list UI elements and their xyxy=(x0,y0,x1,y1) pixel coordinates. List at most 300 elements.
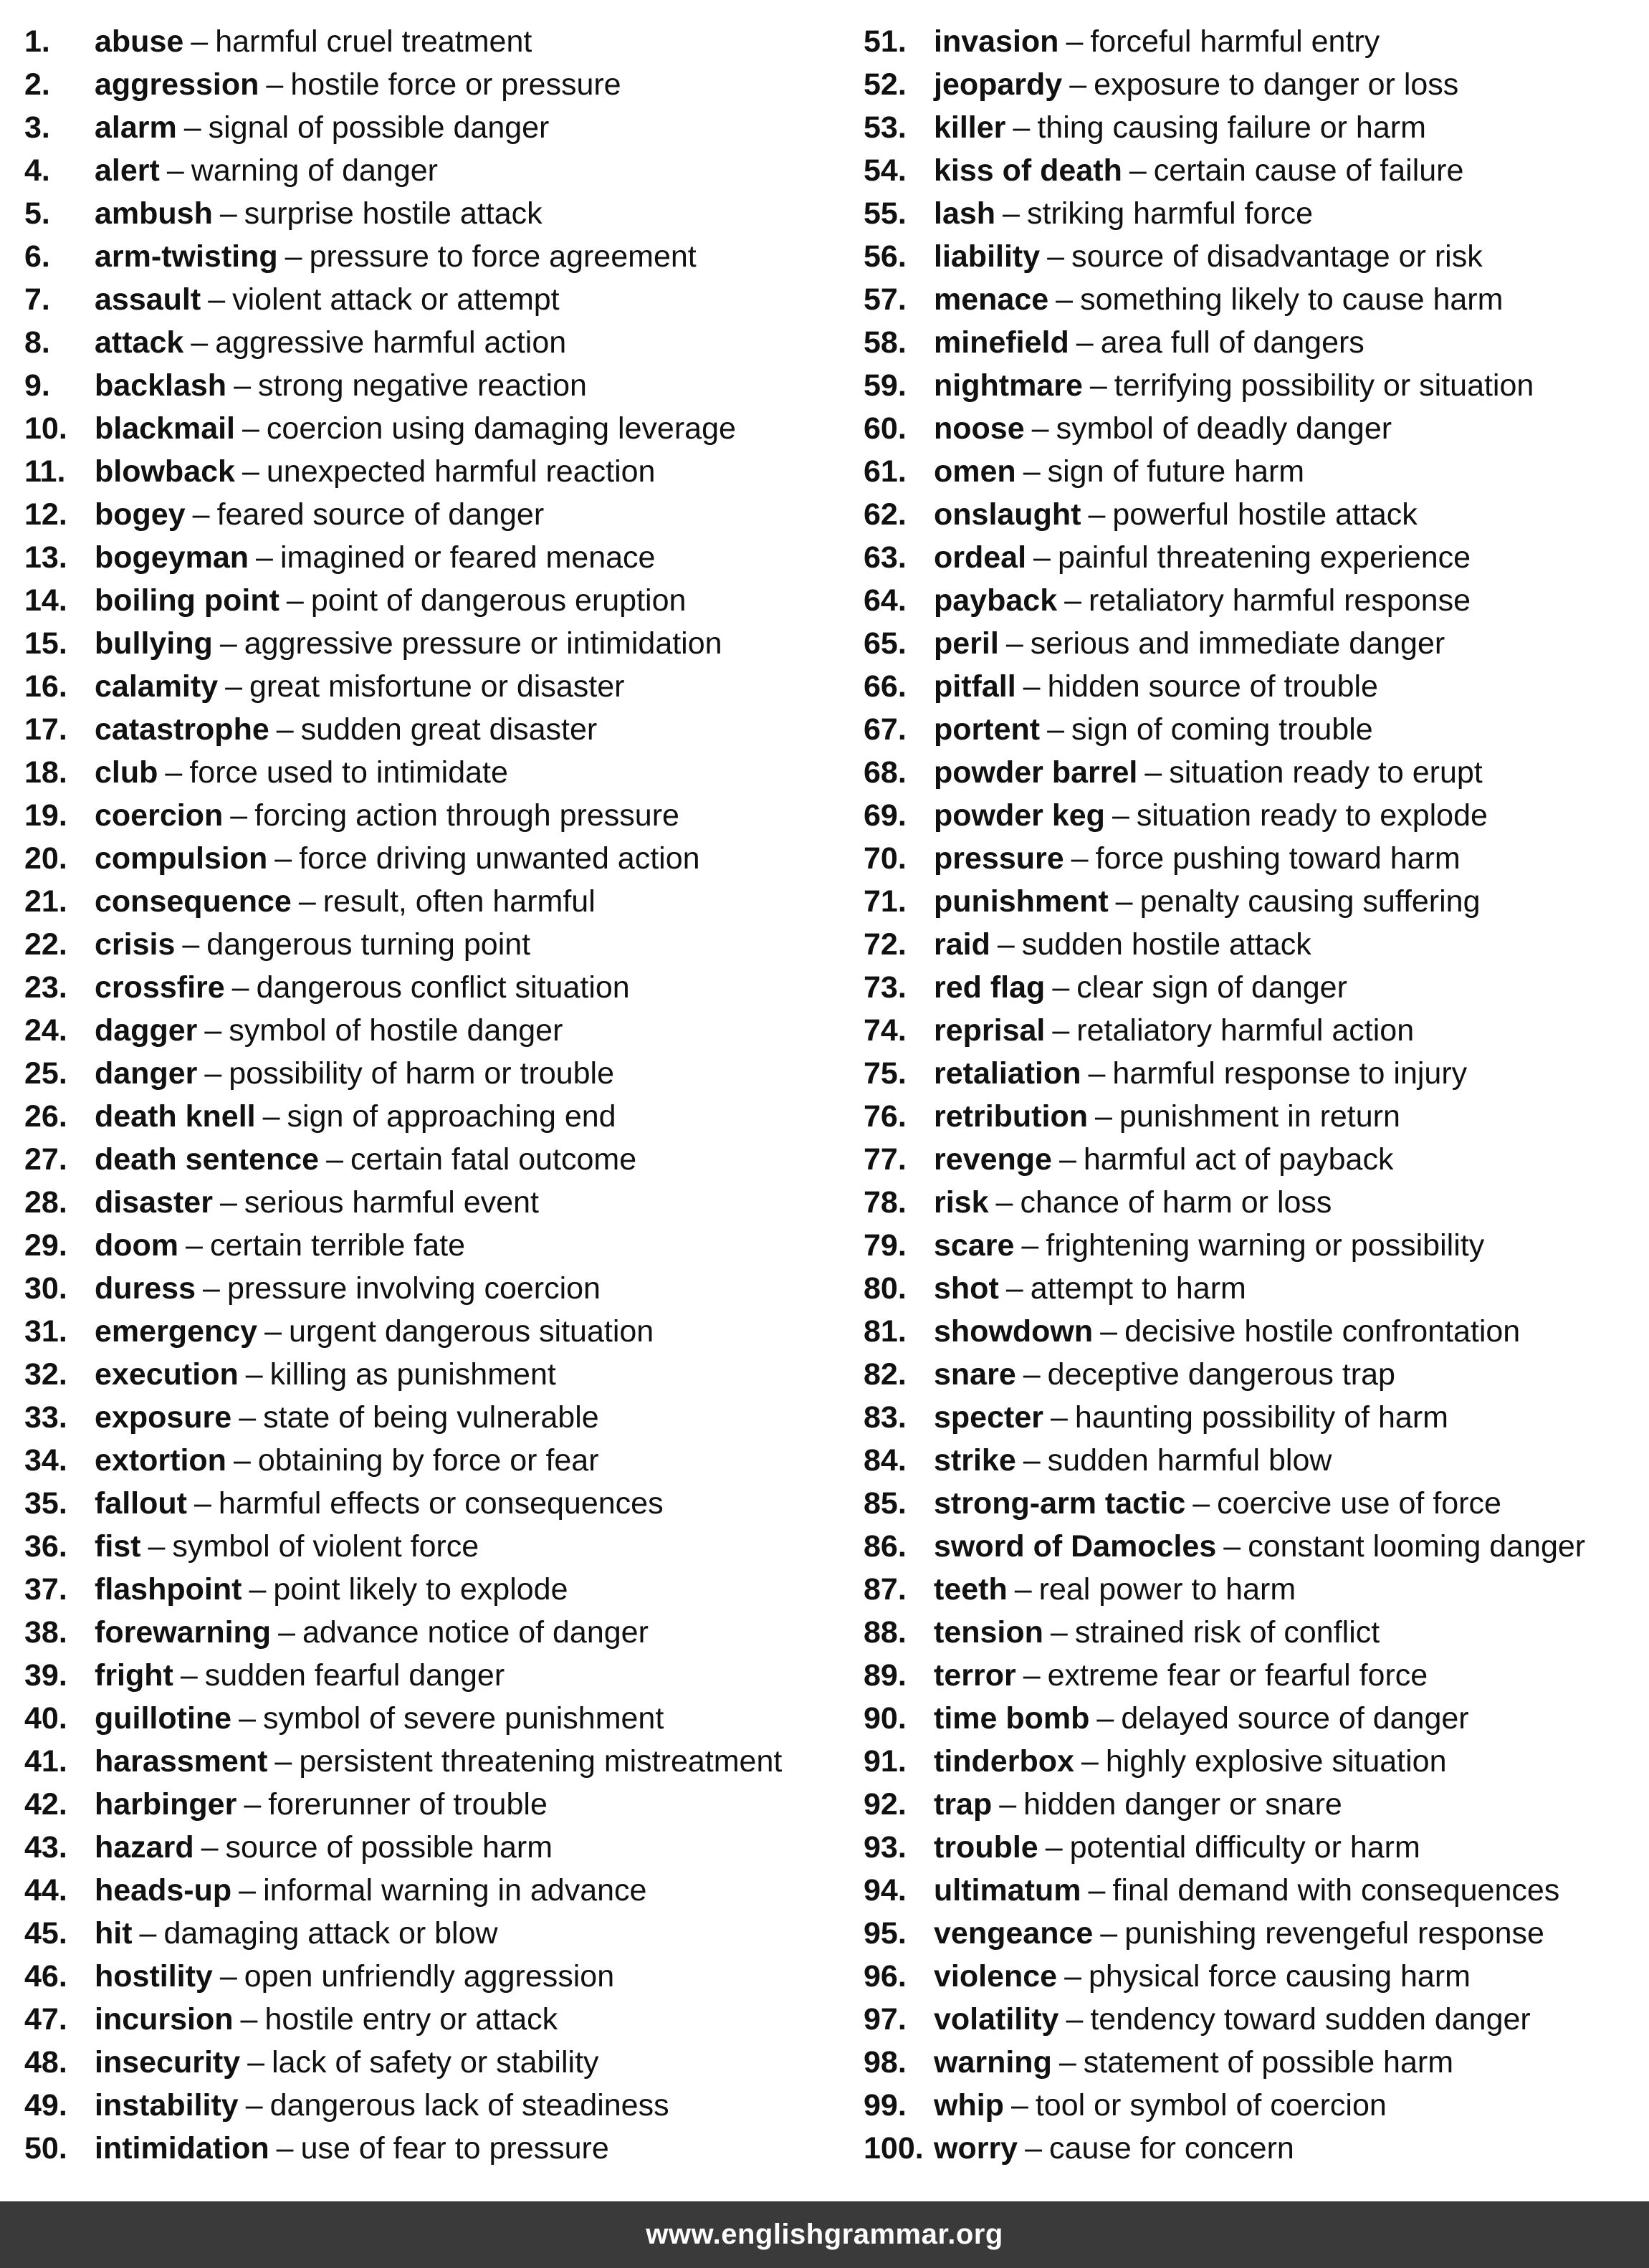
list-item xyxy=(864,321,1645,364)
item-entry xyxy=(934,1525,1585,1568)
item-definition: dangerous lack of steadiness xyxy=(269,2088,669,2123)
item-term: assault xyxy=(95,282,201,317)
item-term: liability xyxy=(934,239,1041,274)
item-entry xyxy=(934,493,1418,536)
item-term: blowback xyxy=(95,454,235,489)
list-item xyxy=(864,2084,1645,2127)
item-term: ordeal xyxy=(934,540,1027,575)
item-term: blackmail xyxy=(95,411,235,446)
item-separator: – xyxy=(1023,454,1041,489)
item-definition: pressure to force agreement xyxy=(309,239,697,274)
item-term: whip xyxy=(934,2088,1004,2123)
list-item xyxy=(864,1826,1645,1869)
item-definition: certain fatal outcome xyxy=(350,1142,637,1177)
list-item xyxy=(24,1095,834,1138)
list-item xyxy=(24,1310,834,1353)
item-number: 50. xyxy=(24,2131,67,2166)
list-item xyxy=(864,192,1645,235)
item-entry xyxy=(934,1482,1501,1525)
item-separator: – xyxy=(165,755,183,790)
item-number: 1. xyxy=(24,24,50,59)
item-separator: – xyxy=(1066,24,1084,59)
item-entry xyxy=(95,1998,558,2041)
item-separator: – xyxy=(249,1572,267,1607)
item-entry xyxy=(95,837,700,880)
item-entry xyxy=(95,20,532,63)
item-definition: point likely to explode xyxy=(273,1572,568,1607)
item-separator: – xyxy=(1005,626,1023,661)
item-entry xyxy=(934,1697,1469,1740)
item-entry xyxy=(934,1568,1296,1611)
item-separator: – xyxy=(191,24,209,59)
item-definition: harmful response to injury xyxy=(1112,1056,1468,1091)
item-term: sword of Damocles xyxy=(934,1529,1217,1564)
item-entry xyxy=(934,235,1483,278)
item-entry xyxy=(934,407,1392,450)
item-entry xyxy=(95,106,549,149)
item-number: 19. xyxy=(24,798,67,833)
list-item xyxy=(24,2041,834,2084)
item-definition: punishment in return xyxy=(1119,1099,1400,1134)
item-entry xyxy=(934,192,1313,235)
item-entry xyxy=(934,536,1471,579)
item-definition: decisive hostile confrontation xyxy=(1124,1314,1521,1349)
item-separator: – xyxy=(180,1658,198,1693)
item-term: payback xyxy=(934,583,1058,618)
item-term: duress xyxy=(95,1271,196,1306)
item-entry xyxy=(934,1353,1395,1396)
item-number: 80. xyxy=(864,1271,907,1306)
item-term: jeopardy xyxy=(934,67,1063,102)
item-separator: – xyxy=(1050,1400,1068,1435)
item-entry xyxy=(934,321,1364,364)
item-definition: coercion using damaging leverage xyxy=(266,411,736,446)
item-separator: – xyxy=(1071,841,1089,876)
item-entry xyxy=(95,665,624,708)
list-item xyxy=(864,1138,1645,1181)
item-number: 4. xyxy=(24,153,50,188)
item-term: harbinger xyxy=(95,1787,237,1822)
item-number: 6. xyxy=(24,239,50,274)
item-term: raid xyxy=(934,927,990,962)
list-item xyxy=(24,20,834,63)
item-entry xyxy=(934,966,1347,1009)
item-term: risk xyxy=(934,1185,989,1220)
list-item xyxy=(864,1181,1645,1224)
item-number: 65. xyxy=(864,626,907,661)
item-separator: – xyxy=(201,1830,219,1865)
item-definition: informal warning in advance xyxy=(263,1873,647,1908)
item-separator: – xyxy=(1033,540,1051,575)
list-item xyxy=(24,1138,834,1181)
item-separator: – xyxy=(1010,2088,1028,2123)
item-entry xyxy=(934,1439,1332,1482)
item-definition: something likely to cause harm xyxy=(1080,282,1504,317)
item-number: 8. xyxy=(24,325,50,360)
item-separator: – xyxy=(219,1185,237,1220)
item-definition: tool or symbol of coercion xyxy=(1035,2088,1387,2123)
list-item xyxy=(24,1009,834,1052)
item-definition: serious harmful event xyxy=(244,1185,539,1220)
item-term: specter xyxy=(934,1400,1043,1435)
item-separator: – xyxy=(1045,1830,1063,1865)
item-term: boiling point xyxy=(95,583,279,618)
item-term: hazard xyxy=(95,1830,194,1865)
item-number: 53. xyxy=(864,110,907,145)
item-number: 69. xyxy=(864,798,907,833)
item-separator: – xyxy=(1066,2002,1084,2037)
item-definition: penalty causing suffering xyxy=(1139,884,1481,919)
item-term: fallout xyxy=(95,1486,187,1521)
item-entry xyxy=(95,407,736,450)
list-item xyxy=(864,1697,1645,1740)
item-definition: forerunner of trouble xyxy=(268,1787,548,1822)
item-term: bogey xyxy=(95,497,186,532)
item-number: 31. xyxy=(24,1314,67,1349)
item-term: alert xyxy=(95,153,160,188)
item-entry xyxy=(95,1525,479,1568)
item-term: kiss of death xyxy=(934,153,1122,188)
item-definition: pressure involving coercion xyxy=(226,1271,601,1306)
item-term: death knell xyxy=(95,1099,256,1134)
item-separator: – xyxy=(326,1142,343,1177)
item-separator: – xyxy=(1064,1959,1082,1994)
footer-url[interactable]: www.englishgrammar.org xyxy=(646,2219,1003,2250)
item-term: tension xyxy=(934,1615,1043,1650)
item-definition: punishing revengeful response xyxy=(1124,1916,1544,1951)
item-definition: sign of future harm xyxy=(1047,454,1305,489)
item-definition: painful threatening experience xyxy=(1057,540,1471,575)
item-separator: – xyxy=(239,1400,257,1435)
item-entry xyxy=(95,966,630,1009)
item-definition: warning of danger xyxy=(191,153,438,188)
item-term: strike xyxy=(934,1443,1016,1478)
item-number: 88. xyxy=(864,1615,907,1650)
list-item xyxy=(864,1439,1645,1482)
item-separator: – xyxy=(1223,1529,1241,1564)
item-entry xyxy=(95,1052,614,1095)
item-term: killer xyxy=(934,110,1006,145)
list-item xyxy=(24,966,834,1009)
item-entry xyxy=(95,493,544,536)
item-entry xyxy=(95,1869,646,1912)
item-entry xyxy=(934,1611,1380,1654)
item-definition: sudden fearful danger xyxy=(204,1658,505,1693)
item-number: 89. xyxy=(864,1658,907,1693)
item-separator: – xyxy=(1013,110,1031,145)
list-item xyxy=(864,1740,1645,1783)
item-term: snare xyxy=(934,1357,1016,1392)
item-entry xyxy=(934,1009,1414,1052)
item-entry xyxy=(95,321,566,364)
list-item xyxy=(864,1052,1645,1095)
item-separator: – xyxy=(219,196,237,231)
item-number: 70. xyxy=(864,841,907,876)
list-item xyxy=(24,579,834,622)
item-separator: – xyxy=(1023,1443,1041,1478)
item-separator: – xyxy=(244,1787,262,1822)
item-entry xyxy=(934,106,1426,149)
item-term: ambush xyxy=(95,196,213,231)
item-term: hit xyxy=(95,1916,133,1951)
item-separator: – xyxy=(276,712,294,747)
item-definition: dangerous turning point xyxy=(206,927,531,962)
item-term: harassment xyxy=(95,1744,268,1779)
item-definition: feared source of danger xyxy=(216,497,545,532)
item-definition: clear sign of danger xyxy=(1076,970,1347,1005)
item-number: 22. xyxy=(24,927,67,962)
item-separator: – xyxy=(1088,497,1106,532)
item-separator: – xyxy=(1023,669,1041,704)
item-definition: symbol of hostile danger xyxy=(229,1013,563,1048)
list-item xyxy=(864,708,1645,751)
item-term: pressure xyxy=(934,841,1064,876)
item-separator: – xyxy=(242,454,259,489)
item-number: 28. xyxy=(24,1185,67,1220)
item-separator: – xyxy=(1144,755,1162,790)
item-number: 16. xyxy=(24,669,67,704)
item-definition: great misfortune or disaster xyxy=(249,669,625,704)
item-number: 35. xyxy=(24,1486,67,1521)
item-definition: unexpected harmful reaction xyxy=(266,454,656,489)
list-item xyxy=(24,622,834,665)
item-entry xyxy=(934,1654,1428,1697)
item-definition: terrifying possibility or situation xyxy=(1114,368,1534,403)
item-separator: – xyxy=(1129,153,1147,188)
item-term: invasion xyxy=(934,24,1059,59)
item-number: 100. xyxy=(864,2131,924,2166)
item-term: fright xyxy=(95,1658,173,1693)
item-separator: – xyxy=(1058,2045,1076,2080)
item-entry xyxy=(934,1310,1520,1353)
item-entry xyxy=(934,923,1311,966)
item-term: omen xyxy=(934,454,1016,489)
item-term: revenge xyxy=(934,1142,1052,1177)
list-item xyxy=(24,708,834,751)
list-item xyxy=(24,923,834,966)
item-number: 87. xyxy=(864,1572,907,1607)
item-term: volatility xyxy=(934,2002,1059,2037)
item-number: 82. xyxy=(864,1357,907,1392)
item-number: 66. xyxy=(864,669,907,704)
item-separator: – xyxy=(1088,1056,1106,1091)
item-term: disaster xyxy=(95,1185,213,1220)
item-number: 73. xyxy=(864,970,907,1005)
item-separator: – xyxy=(256,540,273,575)
list-item xyxy=(864,751,1645,794)
item-term: alarm xyxy=(95,110,177,145)
list-item xyxy=(864,1396,1645,1439)
item-term: consequence xyxy=(95,884,292,919)
item-term: worry xyxy=(934,2131,1018,2166)
list-item xyxy=(864,880,1645,923)
list-item xyxy=(864,149,1645,192)
item-definition: real power to harm xyxy=(1038,1572,1296,1607)
item-separator: – xyxy=(239,1873,257,1908)
item-entry xyxy=(934,1740,1447,1783)
item-entry xyxy=(934,1912,1544,1955)
list-item xyxy=(864,1568,1645,1611)
item-entry xyxy=(95,1396,599,1439)
item-number: 67. xyxy=(864,712,907,747)
item-term: calamity xyxy=(95,669,219,704)
item-definition: dangerous conflict situation xyxy=(256,970,630,1005)
list-item xyxy=(24,450,834,493)
item-separator: – xyxy=(1115,884,1133,919)
item-definition: cause for concern xyxy=(1049,2131,1294,2166)
item-separator: – xyxy=(276,2131,294,2166)
item-definition: situation ready to erupt xyxy=(1169,755,1483,790)
item-separator: – xyxy=(219,626,237,661)
item-separator: – xyxy=(266,67,284,102)
list-item xyxy=(24,665,834,708)
item-term: vengeance xyxy=(934,1916,1094,1951)
item-separator: – xyxy=(247,2045,265,2080)
item-entry xyxy=(934,1138,1393,1181)
item-entry xyxy=(95,1654,505,1697)
item-separator: – xyxy=(192,497,210,532)
item-term: violence xyxy=(934,1959,1058,1994)
item-term: insecurity xyxy=(95,2045,241,2080)
list-item xyxy=(864,665,1645,708)
item-number: 59. xyxy=(864,368,907,403)
item-number: 83. xyxy=(864,1400,907,1435)
item-separator: – xyxy=(182,927,200,962)
item-term: crisis xyxy=(95,927,176,962)
item-number: 12. xyxy=(24,497,67,532)
item-separator: – xyxy=(1005,1271,1023,1306)
item-separator: – xyxy=(1003,196,1020,231)
item-separator: – xyxy=(264,1314,282,1349)
item-separator: – xyxy=(1014,1572,1032,1607)
item-definition: damaging attack or blow xyxy=(163,1916,498,1951)
item-entry xyxy=(95,794,679,837)
word-list-right-column xyxy=(864,20,1645,2170)
item-entry xyxy=(934,1998,1531,2041)
item-number: 5. xyxy=(24,196,50,231)
item-definition: urgent dangerous situation xyxy=(289,1314,654,1349)
item-entry xyxy=(934,794,1488,837)
item-number: 61. xyxy=(864,454,907,489)
item-number: 93. xyxy=(864,1830,907,1865)
item-entry xyxy=(95,1955,614,1998)
list-item xyxy=(24,321,834,364)
item-number: 32. xyxy=(24,1357,67,1392)
item-definition: symbol of severe punishment xyxy=(263,1701,664,1736)
item-term: trap xyxy=(934,1787,993,1822)
item-entry xyxy=(95,1740,782,1783)
item-definition: force driving unwanted action xyxy=(299,841,700,876)
item-separator: – xyxy=(1069,67,1087,102)
item-number: 56. xyxy=(864,239,907,274)
list-item xyxy=(24,536,834,579)
item-term: peril xyxy=(934,626,999,661)
item-definition: striking harmful force xyxy=(1026,196,1314,231)
item-number: 78. xyxy=(864,1185,907,1220)
item-term: warning xyxy=(934,2045,1052,2080)
list-item xyxy=(864,579,1645,622)
item-number: 40. xyxy=(24,1701,67,1736)
item-entry xyxy=(95,1138,636,1181)
item-number: 17. xyxy=(24,712,67,747)
item-separator: – xyxy=(1100,1314,1118,1349)
item-entry xyxy=(934,579,1471,622)
list-item xyxy=(24,493,834,536)
item-separator: – xyxy=(219,1959,237,1994)
item-number: 2. xyxy=(24,67,50,102)
item-number: 34. xyxy=(24,1443,67,1478)
list-item xyxy=(24,1611,834,1654)
list-item xyxy=(24,1654,834,1697)
item-entry xyxy=(934,1224,1484,1267)
item-entry xyxy=(934,364,1534,407)
item-entry xyxy=(934,1783,1342,1826)
item-separator: – xyxy=(1088,1873,1106,1908)
item-number: 85. xyxy=(864,1486,907,1521)
item-separator: – xyxy=(139,1916,157,1951)
item-separator: – xyxy=(1023,1658,1041,1693)
list-item xyxy=(864,1224,1645,1267)
item-entry xyxy=(934,2127,1294,2170)
item-separator: – xyxy=(203,1271,220,1306)
item-definition: potential difficulty or harm xyxy=(1069,1830,1420,1865)
item-term: intimidation xyxy=(95,2131,269,2166)
item-definition: chance of harm or loss xyxy=(1020,1185,1332,1220)
list-item xyxy=(864,20,1645,63)
item-number: 52. xyxy=(864,67,907,102)
list-item xyxy=(24,278,834,321)
item-definition: harmful cruel treatment xyxy=(215,24,532,59)
item-term: showdown xyxy=(934,1314,1094,1349)
item-number: 29. xyxy=(24,1228,67,1263)
item-entry xyxy=(95,1267,601,1310)
item-number: 58. xyxy=(864,325,907,360)
item-separator: – xyxy=(186,1228,203,1263)
item-number: 96. xyxy=(864,1959,907,1994)
list-item xyxy=(24,1224,834,1267)
item-term: coercion xyxy=(95,798,224,833)
item-definition: source of possible harm xyxy=(225,1830,553,1865)
list-item xyxy=(24,364,834,407)
item-definition: strained risk of conflict xyxy=(1074,1615,1380,1650)
item-entry xyxy=(95,1783,548,1826)
item-definition: force pushing toward harm xyxy=(1095,841,1461,876)
item-definition: hostile entry or attack xyxy=(264,2002,558,2037)
list-item xyxy=(864,2127,1645,2170)
item-entry xyxy=(95,2084,669,2127)
item-definition: sudden hostile attack xyxy=(1021,927,1311,962)
item-term: danger xyxy=(95,1056,198,1091)
item-number: 13. xyxy=(24,540,67,575)
item-entry xyxy=(95,880,596,923)
item-entry xyxy=(95,1095,616,1138)
item-term: aggression xyxy=(95,67,259,102)
item-separator: – xyxy=(1025,2131,1043,2166)
item-definition: point of dangerous eruption xyxy=(310,583,687,618)
item-entry xyxy=(934,450,1304,493)
item-number: 36. xyxy=(24,1529,67,1564)
item-definition: hidden source of trouble xyxy=(1047,669,1378,704)
item-separator: – xyxy=(193,1486,211,1521)
item-number: 26. xyxy=(24,1099,67,1134)
item-definition: deceptive dangerous trap xyxy=(1047,1357,1395,1392)
item-definition: symbol of violent force xyxy=(172,1529,479,1564)
item-definition: certain terrible fate xyxy=(209,1228,466,1263)
item-entry xyxy=(95,149,438,192)
item-separator: – xyxy=(997,927,1015,962)
item-separator: – xyxy=(1052,1013,1070,1048)
item-definition: strong negative reaction xyxy=(257,368,587,403)
